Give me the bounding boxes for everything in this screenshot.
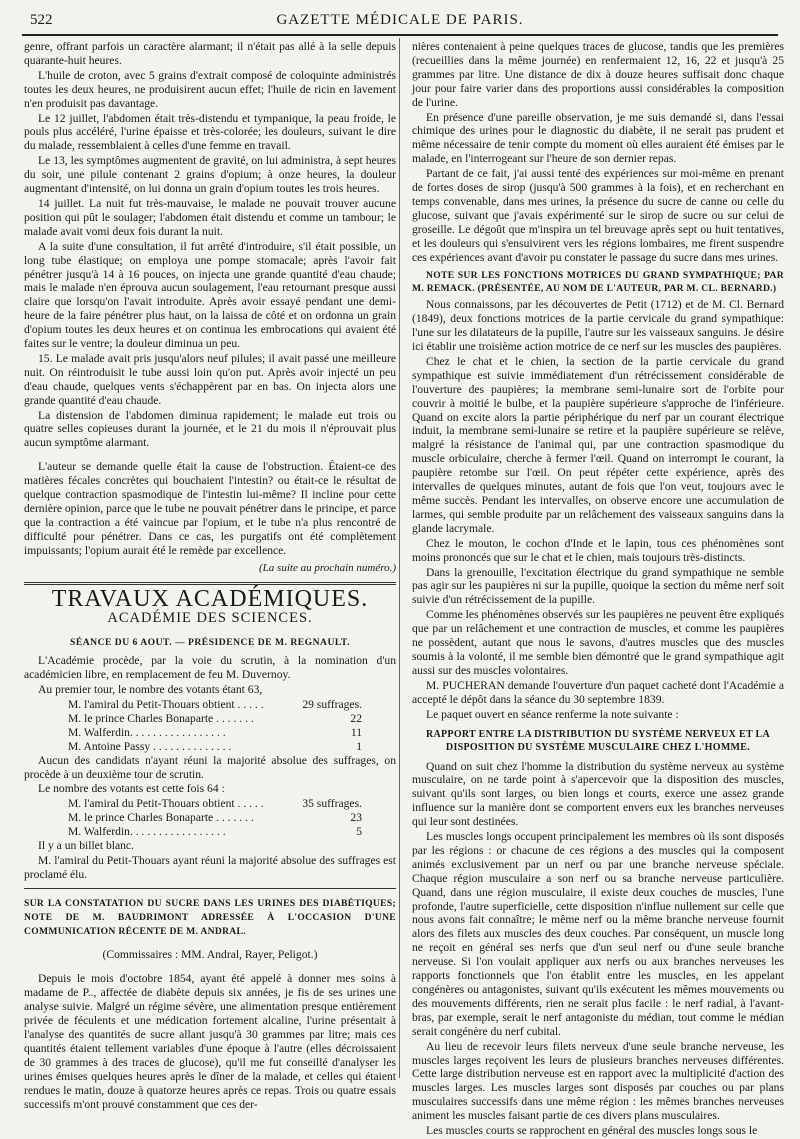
vote-row: M. Antoine Passy . . . . . . . . . . . . . . 1 xyxy=(68,739,362,753)
sympathetic-paragraph: Dans la grenouille, l'excitation électrique du grand sympathique ne semble pas agir sur les paupières ni sur la pupille, quoique la section du même nerf soit suivie d'un rétrécissement de la pupille. xyxy=(412,565,784,607)
case-paragraph: La distension de l'abdomen diminua rapidement; le malade eut trois ou quatre selles copieuses durant la journée, et le 21 du mois il n'éprouvait plus aucun symptôme alarmant. xyxy=(24,408,396,450)
report-paragraph: Quand on suit chez l'homme la distribution du système nerveux au système musculaire, on ne tarde point à s'apercevoir que la disposition des muscles, suivant qu'ils sont larges, ou bien longs et courts, exerce une assez grande influence sur la manière dont se comportent envers eux les branches nerveuses qui leur sont destinées. xyxy=(412,759,784,829)
report-headline: RAPPORT ENTRE LA DISTRIBUTION DU SYSTÈME NERVEUX ET LA DISPOSITION DU SYSTÈME MUSCULAIRE CHEZ L'HOMME. xyxy=(425,728,771,753)
vote-row: M. l'amiral du Petit-Thouars obtient . . . . . 29 suffrages. xyxy=(68,697,362,711)
vote-row: M. l'amiral du Petit-Thouars obtient . . . . . 35 suffrages. xyxy=(68,797,362,811)
elected-paragraph: M. l'amiral du Petit-Thouars ayant réuni la majorité absolue des suffrages est proclamé élu. xyxy=(24,853,396,881)
report-paragraph: Les muscles longs occupent principalement les membres où ils sont disposés par les régions : or chacune de ces régions a des muscles qui la composent animés exclusivement par un nerf ou par une branche nerveuse spéciale. Chaque région musculaire a son nerf ou sa branche nerveuse particulière. Quand, dans une région musculaire, il existe deux couches de muscles, l'une profonde, l'autre superficielle, cette disposition n'influe nullement sur celle que nous avons fait connaître; le même nerf ou la même branche nerveuse fournit alors des filets aux muscles des deux couches. Par conséquent, un muscle long ne reçoit en général ses nerfs que d'un seul nerf ou d'une seule branche nerveuse. Si l'on voulait appliquer aux nerfs ou aux branches nerveuses les rapports fonctionnels que l'on établit entre les muscles, en les appelant congénères ou antagonistes, suivant qu'ils exécutent les mêmes mouvements ou des mouvements différents, rien ne serait plus facile : le nerf radial, à l'avant-bras, par exemple, serait le nerf antagoniste du médian, tout comme le médian serait congénère du nerf cubital. xyxy=(412,830,784,1038)
case-paragraph: L'huile de croton, avec 5 grains d'extrait composé de coloquinte administrés toutes les deux heures, ne produisirent aucun effet; l'huile de ricin en lavement n'en produisit pas davantage. xyxy=(24,68,396,110)
page-number: 522 xyxy=(30,12,53,28)
case-paragraph: genre, offrant parfois un caractère alarmant; il n'était pas allé à la selle depuis quarante-huit heures. xyxy=(24,40,396,67)
commissaires-line: (Commissaires : MM. Andral, Rayer, Peligot.) xyxy=(102,948,318,962)
sugar-paragraph: Depuis le mois d'octobre 1854, ayant été appelé à donner mes soins à madame de P.., affectée de diabète depuis six années, je fis de ses urines une analyse suivie. Malgré un régime sévère, une alimentation presque entièrement privée de féculents et une médication fortement alcaline, l'urine présentait à l'analyse des quantités de sucre allant jusqu'à 30 grammes par litre; mais ces quantités étaient tellement variables d'une époque à l'autre (elles décroissaient de 30 grammes à des traces de glucose), qu'il me fut conseillé d'analyser les urines émises quelques heures après le dîner de la malade, et celles qui étaient rendues le matin, douze à quatorze heures après ce repas. Trois ou quatre essais successifs m'ont prouvé constamment que ces der- xyxy=(24,972,396,1111)
vote-row: M. Walferdin. . . . . . . . . . . . . . . . . 11 xyxy=(68,725,362,739)
first-round-intro: Au premier tour, le nombre des votants étant 63, xyxy=(38,683,263,697)
case-paragraph: A la suite d'une consultation, il fut arrêté d'introduire, s'il était possible, un long tube élastique; on employa une pompe stomacale; après l'avoir fait pénétrer jusqu'à 14 à 16 pouces, on injecta une grande quantité d'eau chaude; mais le malade n'en éprouva aucun soulagement, l'eau retournant presque aussi claire que lorsqu'on l'avait introduite. Après avoir essayé pendant une demi-heure de la faire pénétrer plus haut, on la laissa de côté et on ordonna un grain d'opium toutes les deux heures et on continua les embrocations qui avaient été faites sur le ventre; la douleur diminua un peu. xyxy=(24,239,396,351)
vote-row: M. le prince Charles Bonaparte . . . . . . . 22 xyxy=(68,711,362,725)
section-separator xyxy=(24,582,396,585)
sugar-continuation: En présence d'une pareille observation, je me suis demandé si, dans l'essai chimique des urines pour le diagnostic du diabète, il ne serait pas prudent et même nécessaire de tenir compte du moment où elles auraient été émises par le malade, en l'interrogeant sur l'heure de son dernier repas. xyxy=(412,110,784,166)
continuation-note: (La suite au prochain numéro.) xyxy=(259,561,396,574)
vote-row: M. Walferdin. . . . . . . . . . . . . . . . . 5 xyxy=(68,825,362,839)
report-paragraph: Les muscles courts se rapprochent en général des muscles longs sous le xyxy=(426,1124,758,1138)
case-paragraph: Le 12 juillet, l'abdomen était très-distendu et tympanique, la peau froide, le pouls plus accéléré, l'urine épaisse et très-colorée; les douleurs, suivant le dire du malade, ressemblaient à celles d'une femme en travail. xyxy=(24,111,396,153)
conclusion-paragraph: L'auteur se demande quelle était la cause de l'obstruction. Étaient-ce des matières fécales concrètes qui bouchaient l'intestin? ou était-ce le résultat de quelque contraction spasmodique de l'intestin lui-même? Il incline pour cette dernière opinion, parce que le tube ne pouvait pénétrer dans le principe, et parce que la contraction a été vaincue par l'opium, et le tube n'a plus rencontré de difficulté pour pénétrer. Dans ce cas, les purgatifs ont été complètement impuissants; l'opium aurait été le remède par excellence. xyxy=(24,460,396,557)
report-paragraph: Au lieu de recevoir leurs filets nerveux d'une seule branche nerveuse, les muscles larges reçoivent les leurs de plusieurs branches nerveuses différentes. Cette large distribution nerveuse est en rapport avec la multiplicité d'action des muscles larges. Les muscles larges sont disposés par couches ou par plans musculaires successifs dans une même région : les mêmes branches nerveuses animent les muscles faisant partie de ces divers plans musculaires. xyxy=(412,1039,784,1123)
no-majority-paragraph: Aucun des candidats n'ayant réuni la majorité absolue des suffrages, on procède à un deuxième tour de scrutin. xyxy=(24,753,396,781)
second-round-intro: Le nombre des votants est cette fois 64 : xyxy=(38,782,225,796)
pucheran-paragraph: Le paquet ouvert en séance renferme la note suivante : xyxy=(426,707,679,721)
sympathetic-paragraph: Nous connaissons, par les découvertes de Petit (1712) et de M. Cl. Bernard (1849), deux fonctions motrices de la partie cervicale du grand sympathique: l'une sur les dilatateurs de la pupille, l'autre sur les vaisseaux sanguins. Je désire ici établir une troisième action motrice de ce nerf sur les muscles des paupières. xyxy=(412,298,784,354)
column-divider xyxy=(399,38,400,1078)
right-column xyxy=(412,40,784,1139)
vote-row: M. le prince Charles Bonaparte . . . . . . . 23 xyxy=(68,811,362,825)
case-paragraph: 15. Le malade avait pris jusqu'alors neuf pilules; il avait passé une meilleure nuit. On réintroduisit le tube aussi loin qu'on put. Après avoir injecté un peu d'eau chaude, quelques vents s'échappèrent par en bas. On injecta alors une grande quantité d'eau chaude. xyxy=(24,351,396,407)
sympathetic-note-title: NOTE SUR LES FONCTIONS MOTRICES DU GRAND SYMPATHIQUE; PAR M. REMACK. (PRÉSENTÉE, AU NOM DE L'AUTEUR, PAR M. CL. BERNARD.) xyxy=(412,269,784,295)
header-rule xyxy=(22,34,778,36)
case-paragraph: Le 13, les symptômes augmentent de gravité, on lui administra, à sept heures du soir, une pilule contenant 2 grains d'opium; à onze heures, la douleur augmentant d'intensité, on lui donna un grain d'opium toutes les trois heures. xyxy=(24,154,396,196)
sympathetic-paragraph: Chez le mouton, le cochon d'Inde et le lapin, tous ces phénomènes sont moins prononcés que sur le chat et le chien, mais toujours très-distincts. xyxy=(412,536,784,564)
pucheran-paragraph: M. PUCHERAN demande l'ouverture d'un paquet cacheté dont l'Académie a accepté le dépôt dans la séance du 30 septembre 1839. xyxy=(412,678,784,706)
election-intro: L'Académie procède, par la voie du scrutin, à la nomination d'un académicien libre, en remplacement de feu M. Duvernoy. xyxy=(24,654,396,682)
sympathetic-paragraph: Chez le chat et le chien, la section de la partie cervicale du grand sympathique est suivie immédiatement d'un rétrécissement considérable de l'ouverture des paupières; la membrane semi-lunaire sort de l'orbite pour couvrir à moitié le bulbe, et la paupière supérieure s'approche de l'inférieure. Quand on excite alors la partie périphérique du nerf par un courant électrique induit, la membrane semi-lunaire se retire et la paupière supérieure se relève, malgré la résistance de l'animal qui, par une contraction spasmodique du muscle orbiculaire, cherche à fermer l'œil. Quand on interrompt le courant, la paupière retombe sur l'œil. On peut répéter cette expérience, après des intervalles de quelques minutes, autant de fois que l'on veut, toujours avec le même succès. Pendant les intervalles, on observe encore une accumulation de larmes, qui semble produite par un relâchement des vaisseaux sanguins dans la glande lacrymale. xyxy=(412,354,784,535)
sugar-continuation: Partant de ce fait, j'ai aussi tenté des expériences sur moi-même en prenant de fortes doses de sirop (jusqu'à 500 grammes à la fois), et en recherchant en temps convenable, dans mes urines, la présence du sucre de canne ou celle du glucose, suivant que j'avais expérimenté sur le sirop de sucre ou sur celui de groseille. Le dégoût que m'inspira un tel breuvage après sept ou huit tentatives, et les douleurs qui s'ensuivirent vers les régions lombaires, me firent suspendre ces expériences avant d'avoir pu constater le passage du sucre dans mes urines. xyxy=(412,167,784,264)
sugar-continuation: nières contenaient à peine quelques traces de glucose, tandis que les premières (recueillies dans la même journée) en renfermaient 12, 16, 22 et jusqu'à 25 grammes par litre. Une distance de dix à douze heures suffisait donc chaque jour pour faire varier dans des proportions aussi considérables la composition de l'urine. xyxy=(412,40,784,109)
sugar-note-title: SUR LA CONSTATATION DU SUCRE DANS LES URINES DES DIABÉTIQUES; NOTE DE M. BAUDRIMONT ADRESSÉE À L'OCCASION D'UNE COMMUNICATION RÉCENTE DE M. ANDRAL. xyxy=(24,897,396,937)
sympathetic-paragraph: Comme les phénomènes observés sur les paupières ne peuvent être expliqués que par un relâchement et une contraction de muscles, et comme les paupières ne possèdent, autant que nous le savons, d'autres muscles que des muscles soumis à la volonté, il me semble bien démontré que le grand sympathique agit aussi sur des muscles volontaires. xyxy=(412,608,785,677)
left-column xyxy=(24,40,396,1112)
section-subtitle: ACADÉMIE DES SCIENCES. xyxy=(107,610,313,627)
session-heading: SÉANCE DU 6 AOUT. — PRÉSIDENCE DE M. REGNAULT. xyxy=(69,637,351,649)
masthead-title: GAZETTE MÉDICALE DE PARIS. xyxy=(276,12,524,28)
note-separator xyxy=(24,888,396,889)
case-paragraph: 14 juillet. La nuit fut très-mauvaise, le malade ne pouvait trouver aucune position qui pût le soulager; l'abdomen était distendu et comme un tambour; le malade avait vomi deux fois durant la nuit. xyxy=(24,196,396,238)
page-header xyxy=(22,8,778,32)
section-title: TRAVAUX ACADÉMIQUES. xyxy=(51,585,369,612)
blank-ballot-line: Il y a un billet blanc. xyxy=(38,839,134,853)
